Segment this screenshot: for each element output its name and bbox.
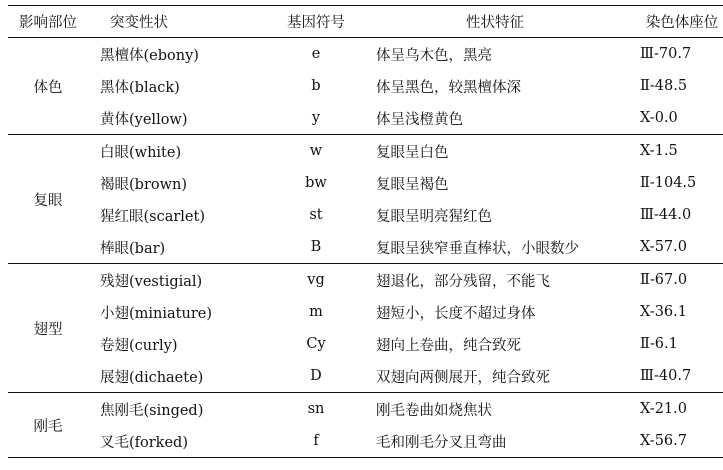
- table-row: [8, 296, 723, 328]
- symbol-cell: sn: [307, 401, 325, 417]
- trait-cell: 毛和刚毛分叉且弯曲: [376, 434, 507, 451]
- table-row: [8, 102, 723, 135]
- locus-cell: Ⅱ-48.5: [640, 78, 688, 94]
- header-row: [8, 6, 723, 38]
- mutant-cell: 卷翅(curly): [100, 337, 178, 354]
- group-bristle: [8, 393, 723, 458]
- trait-cell: 复眼呈明亮猩红色: [376, 208, 492, 225]
- locus-cell: Ⅲ-70.7: [640, 46, 692, 62]
- locus-cell: X-21.0: [640, 401, 687, 417]
- symbol-cell: b: [311, 78, 321, 94]
- symbol-cell: m: [309, 304, 323, 320]
- table-row: [8, 360, 723, 393]
- locus-cell: X-1.5: [640, 143, 678, 159]
- group-label: 复眼: [33, 192, 63, 209]
- mutant-cell: 黄体(yellow): [100, 111, 188, 128]
- trait-cell: 体呈黑色，较黑檀体深: [376, 79, 521, 96]
- trait-cell: 翅向上卷曲，纯合致死: [376, 337, 521, 354]
- symbol-cell: w: [309, 143, 323, 159]
- table-row: [8, 393, 723, 426]
- group-wing-type: [8, 264, 723, 393]
- mutant-cell: 展翅(dichaete): [100, 369, 204, 386]
- table-row: [8, 328, 723, 360]
- trait-cell: 复眼呈狭窄垂直棒状，小眼数少: [376, 240, 579, 257]
- symbol-cell: y: [311, 110, 321, 126]
- group-body-color: [8, 38, 723, 135]
- header-symbol: 基因符号: [287, 15, 345, 31]
- mutant-cell: 猩红眼(scarlet): [100, 208, 205, 225]
- table-row: [8, 425, 723, 458]
- mutant-cell: 叉毛(forked): [100, 434, 188, 451]
- mutant-cell: 小翅(miniature): [100, 305, 212, 322]
- mutant-cell: 黑体(black): [100, 79, 180, 96]
- locus-cell: X-57.0: [640, 239, 687, 255]
- trait-cell: 刚毛卷曲如烧焦状: [376, 402, 492, 419]
- symbol-cell: D: [310, 368, 322, 384]
- drosophila-mutant-table: [8, 5, 723, 458]
- trait-cell: 双翅向两侧展开，纯合致死: [376, 369, 550, 386]
- table-row: [8, 135, 723, 168]
- trait-cell: 翅退化，部分残留，不能飞: [376, 273, 550, 290]
- group-label: 刚毛: [33, 418, 63, 435]
- mutant-cell: 褐眼(brown): [100, 176, 188, 193]
- mutant-cell: 白眼(white): [100, 144, 182, 161]
- trait-cell: 体呈乌木色，黑亮: [376, 47, 492, 64]
- trait-cell: 复眼呈褐色: [376, 176, 449, 193]
- mutant-cell: 焦刚毛(singed): [100, 402, 204, 419]
- locus-cell: Ⅱ-67.0: [640, 272, 688, 288]
- mutant-cell: 黑檀体(ebony): [100, 47, 199, 64]
- header-trait: 性状特征: [466, 15, 524, 31]
- header-mutant: 突变性状: [110, 15, 168, 31]
- trait-cell: 翅短小，长度不超过身体: [376, 305, 536, 322]
- table-row: [8, 70, 723, 102]
- locus-cell: X-56.7: [640, 433, 687, 449]
- symbol-cell: vg: [307, 272, 325, 288]
- table-row: [8, 231, 723, 264]
- trait-cell: 复眼呈白色: [376, 144, 449, 161]
- mutant-cell: 残翅(vestigial): [100, 273, 203, 290]
- group-label: 翅型: [33, 321, 63, 338]
- symbol-cell: bw: [305, 175, 327, 191]
- table-row: [8, 167, 723, 199]
- symbol-cell: e: [311, 46, 321, 62]
- table-row: [8, 264, 723, 297]
- group-compound-eye: [8, 135, 723, 264]
- locus-cell: X-36.1: [640, 304, 687, 320]
- symbol-cell: st: [309, 207, 323, 223]
- symbol-cell: f: [313, 433, 319, 449]
- table-row: [8, 38, 723, 71]
- locus-cell: X-0.0: [640, 110, 678, 126]
- locus-cell: Ⅱ-6.1: [640, 336, 678, 352]
- symbol-cell: B: [310, 239, 322, 255]
- table-row: [8, 199, 723, 231]
- header-locus: 染色体座位: [645, 15, 719, 31]
- mutant-cell: 棒眼(bar): [100, 240, 166, 257]
- locus-cell: Ⅱ-104.5: [640, 175, 697, 191]
- trait-cell: 体呈浅橙黄色: [376, 111, 463, 128]
- header-part: 影响部位: [19, 15, 77, 31]
- table-header: [8, 6, 723, 38]
- symbol-cell: Cy: [306, 336, 326, 352]
- locus-cell: Ⅲ-40.7: [640, 368, 692, 384]
- locus-cell: Ⅲ-44.0: [640, 207, 692, 223]
- group-label: 体色: [33, 79, 63, 96]
